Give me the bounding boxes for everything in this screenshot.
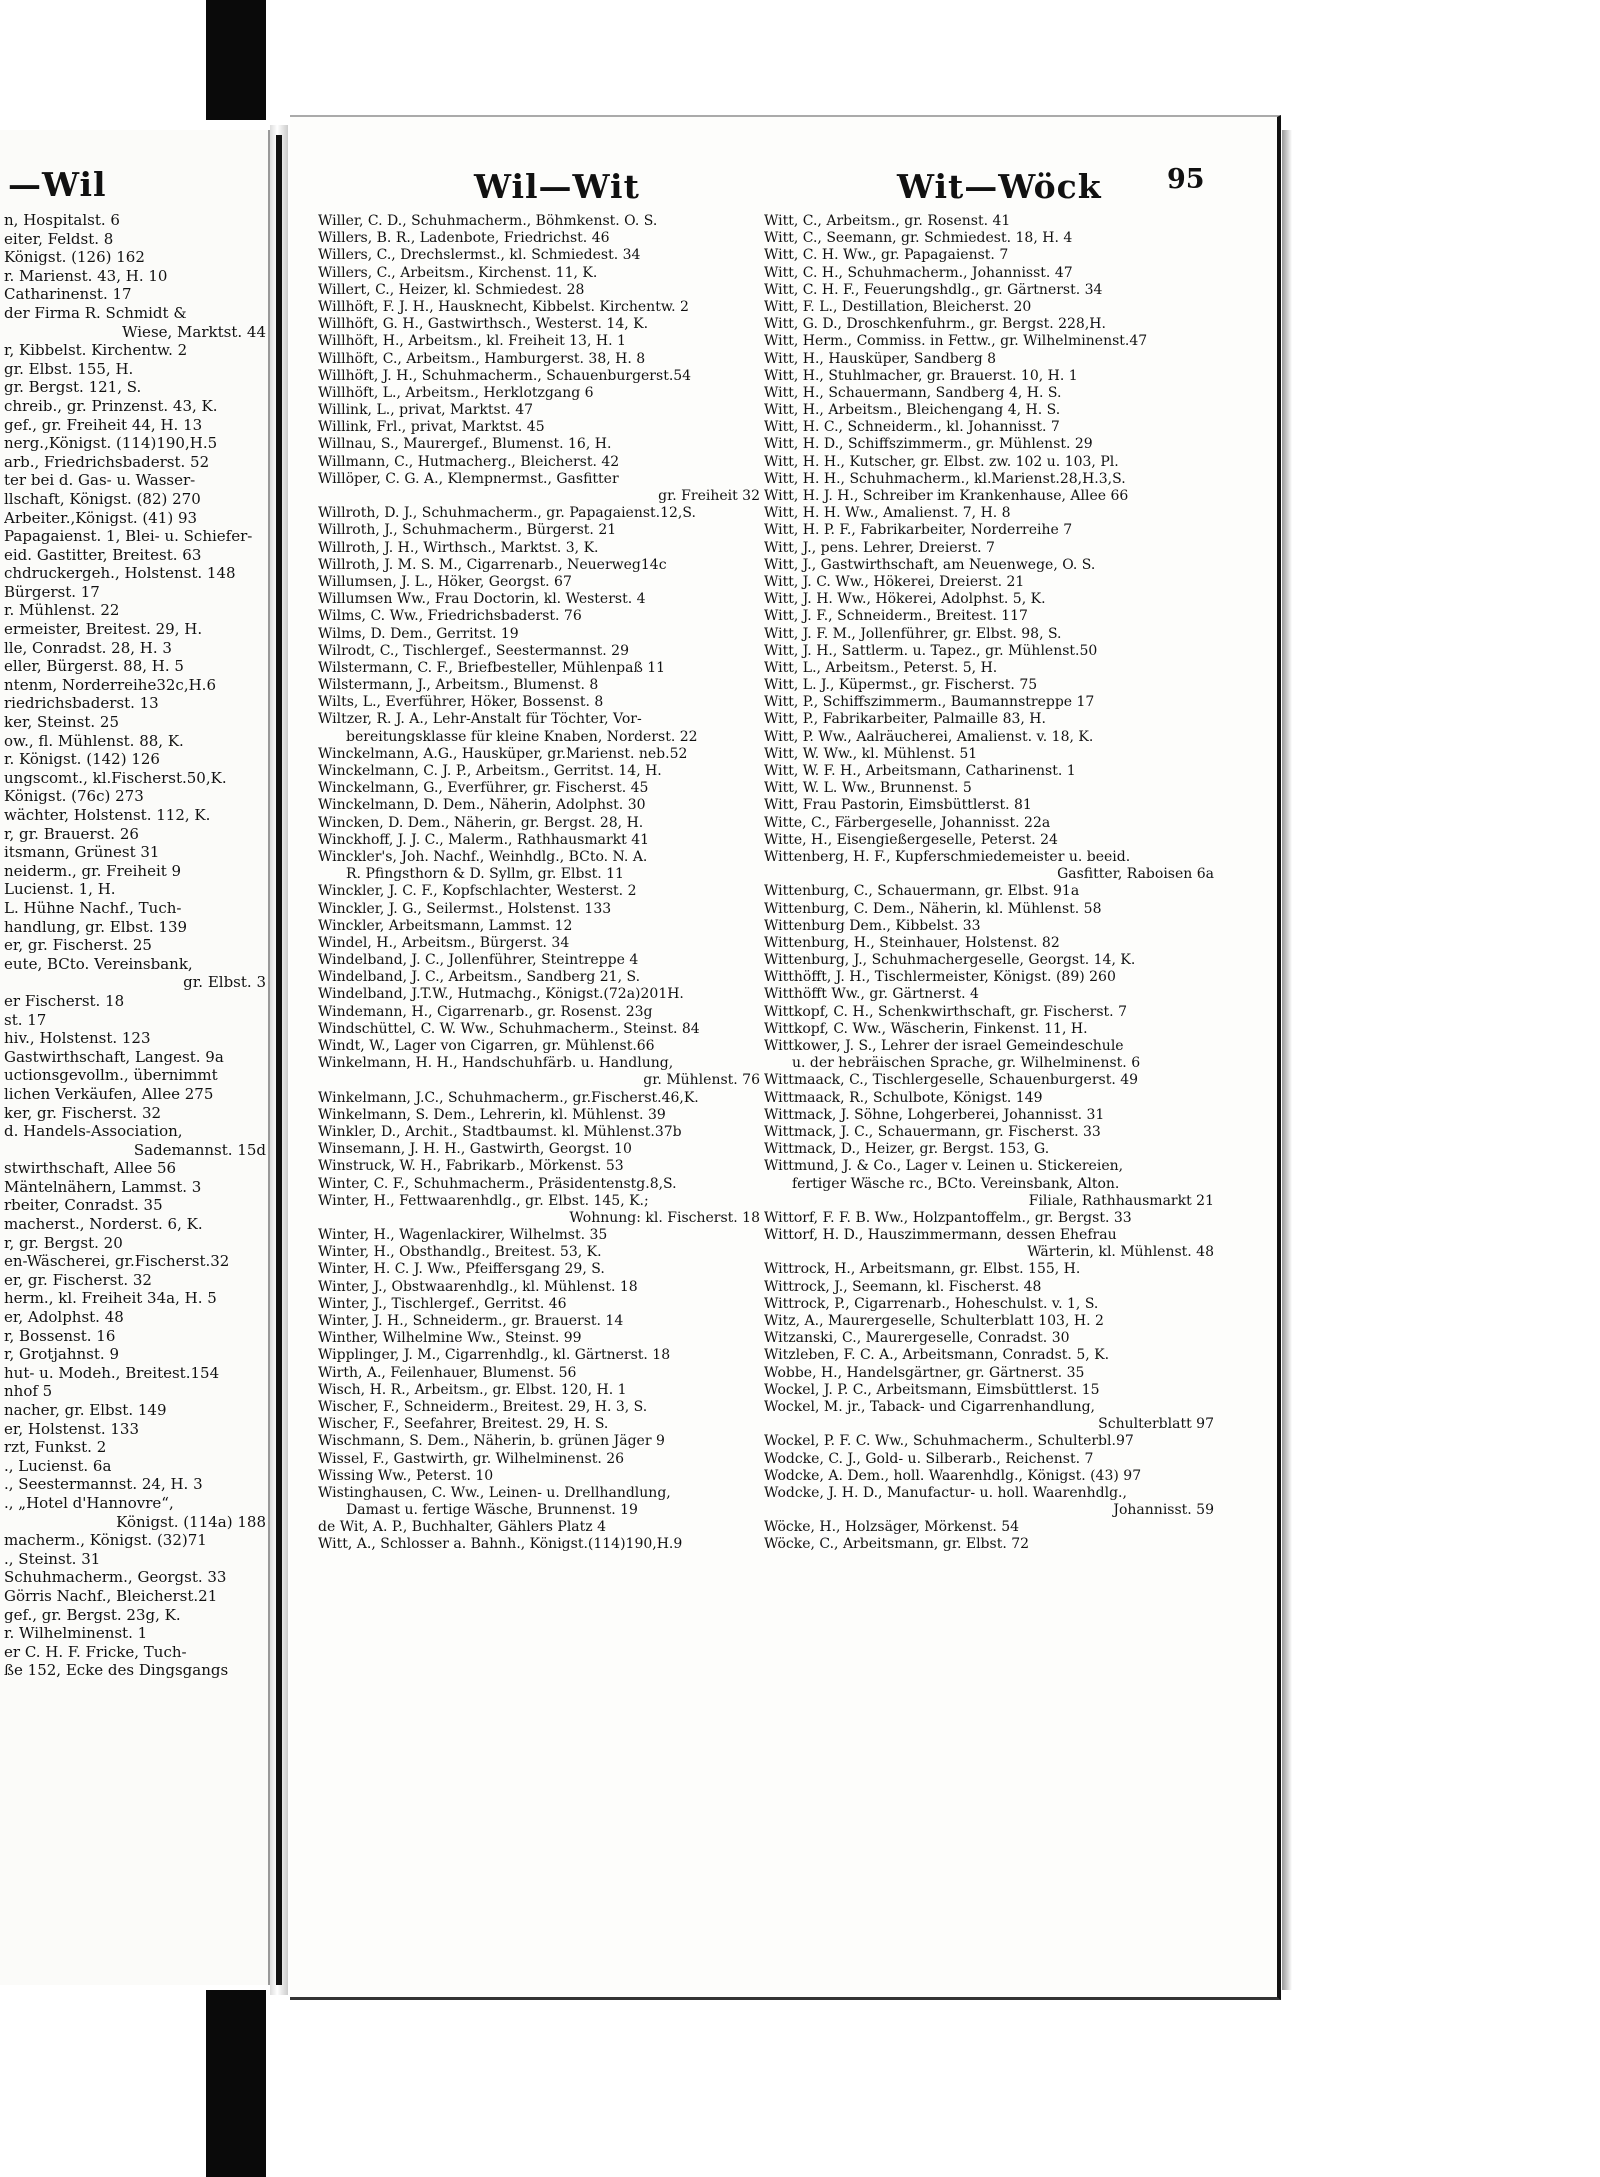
directory-line: Sademannst. 15d <box>133 1140 266 1159</box>
directory-entry: Willers, C., Arbeitsm., Kirchenst. 11, K. <box>318 264 598 281</box>
directory-entry: Witt, W. L. Ww., Brunnenst. 5 <box>764 780 972 797</box>
directory-line: ker, gr. Fischerst. 32 <box>4 1103 162 1122</box>
directory-entry: Witte, H., Eisengießergeselle, Peterst. 24 <box>764 831 1058 848</box>
directory-entry: Willhöft, G. H., Gastwirthsch., Westerst. 14, K. <box>318 316 649 333</box>
directory-line: ße 152, Ecke des Dingsgangs <box>4 1661 229 1680</box>
directory-line: eid. Gastitter, Breitest. 63 <box>4 545 202 564</box>
page-number: 95 <box>1167 164 1205 195</box>
directory-line: Schuhmacherm., Georgst. 33 <box>4 1568 227 1587</box>
directory-entry: Winther, Wilhelmine Ww., Steinst. 99 <box>318 1330 582 1347</box>
directory-entry: Wockel, M. jr., Taback- und Cigarrenhandlung, <box>764 1398 1095 1415</box>
directory-entry: Windemann, H., Cigarrenarb., gr. Rosenst. 23g <box>318 1003 653 1020</box>
directory-entry: Willumsen Ww., Frau Doctorin, kl. Westerst. 4 <box>318 591 646 608</box>
directory-entry: Wilrodt, C., Tischlergef., Seestermannst. 29 <box>318 642 629 659</box>
directory-entry: Witt, J. H. Ww., Hökerei, Adolphst. 5, K. <box>764 591 1046 608</box>
directory-line: lichen Verkäufen, Allee 275 <box>4 1084 214 1103</box>
directory-line: er, Adolphst. 48 <box>4 1308 124 1327</box>
right-column <box>764 213 1214 1554</box>
page-edge-shadow <box>1282 130 1292 1990</box>
directory-entry: Winkelmann, S. Dem., Lehrerin, kl. Mühlenst. 39 <box>318 1106 666 1123</box>
directory-line: chreib., gr. Prinzenst. 43, K. <box>4 396 218 415</box>
directory-line: Catharinenst. 17 <box>4 285 132 304</box>
column-header-mid: Wil—Wit <box>474 167 640 206</box>
directory-line: ungscomt., kl.Fischerst.50,K. <box>4 768 227 787</box>
directory-entry: Witt, H. H., Kutscher, gr. Elbst. zw. 102 u. 103, Pl. <box>764 453 1119 470</box>
directory-line: herm., kl. Freiheit 34a, H. 5 <box>4 1289 217 1308</box>
directory-entry: Willhöft, J. H., Schuhmacherm., Schauenburgerst.54 <box>318 367 692 384</box>
directory-entry: Wodcke, A. Dem., holl. Waarenhdlg., Königst. (43) 97 <box>764 1467 1142 1484</box>
left-page-column <box>4 211 266 1680</box>
directory-entry: Winckelmann, A.G., Hausküper, gr.Marienst. neb.52 <box>318 745 688 762</box>
directory-entry: Witthöfft, J. H., Tischlermeister, Königst. (89) 260 <box>764 969 1116 986</box>
directory-entry: Wobbe, H., Handelsgärtner, gr. Gärtnerst. 35 <box>764 1364 1085 1381</box>
directory-line: er, gr. Fischerst. 25 <box>4 936 152 955</box>
directory-line: r, gr. Brauerst. 26 <box>4 824 139 843</box>
directory-entry: Witt, J. H., Sattlerm. u. Tapez., gr. Mühlenst.50 <box>764 642 1098 659</box>
directory-entry: Witt, H. P. F., Fabrikarbeiter, Norderreihe 7 <box>764 522 1073 539</box>
directory-entry: Willnau, S., Maurergef., Blumenst. 16, H. <box>318 436 612 453</box>
directory-line: n, Hospitalst. 6 <box>4 211 120 229</box>
directory-entry: Wilstermann, C. F., Briefbesteller, Mühlenpaß 11 <box>318 659 666 676</box>
directory-entry: Witz, A., Maurergeselle, Schulterblatt 103, H. 2 <box>764 1313 1104 1329</box>
directory-entry: Witt, H., Hausküper, Sandberg 8 <box>764 350 997 367</box>
directory-entry: Winter, H., Fettwaarenhdlg., gr. Elbst. 145, K.; <box>318 1192 649 1209</box>
directory-line: L. Hühne Nachf., Tuch- <box>4 898 182 917</box>
directory-entry: Willroth, D. J., Schuhmacherm., gr. Papagaienst.12,S. <box>318 505 696 522</box>
directory-line: macherm., Königst. (32)71 <box>4 1531 207 1550</box>
directory-line: Bürgerst. 17 <box>4 582 100 601</box>
directory-line: Königst. (126) 162 <box>4 248 145 267</box>
directory-entry: Willert, C., Heizer, kl. Schmiedest. 28 <box>318 281 585 298</box>
directory-entry: Wischmann, S. Dem., Näherin, b. grünen Jäger 9 <box>318 1433 665 1450</box>
directory-line: llschaft, Königst. (82) 270 <box>4 489 201 508</box>
directory-line: eute, BCto. Vereinsbank, <box>4 954 193 973</box>
directory-entry: Winsemann, J. H. H., Gastwirth, Georgst. 10 <box>318 1141 632 1158</box>
directory-entry: de Wit, A. P., Buchhalter, Gählers Platz 4 <box>318 1519 606 1536</box>
directory-line: er, Holstenst. 133 <box>4 1419 139 1438</box>
directory-line: ., „Hotel d'Hannovre“, <box>4 1493 174 1512</box>
directory-line: r, Kibbelst. Kirchentw. 2 <box>4 341 188 360</box>
directory-line: macherst., Norderst. 6, K. <box>4 1215 203 1234</box>
directory-line: handlung, gr. Elbst. 139 <box>4 917 188 936</box>
directory-line: gef., gr. Freiheit 44, H. 13 <box>4 415 203 434</box>
directory-entry: Wittenberg, H. F., Kupferschmiedemeister u. beeid. <box>764 848 1131 865</box>
directory-entry: Witt, C. H. Ww., gr. Papagaienst. 7 <box>764 247 1009 264</box>
directory-entry: Gasfitter, Raboisen 6a <box>1057 866 1214 883</box>
directory-line: hut- u. Modeh., Breitest.154 <box>4 1363 220 1382</box>
directory-entry: Witt, H., Schauermann, Sandberg 4, H. S. <box>764 384 1062 401</box>
directory-entry: Witt, H. H., Schuhmacherm., kl.Marienst.28,H.3,S. <box>764 470 1126 487</box>
directory-entry: Johannisst. 59 <box>1113 1502 1214 1519</box>
directory-line: riedrichsbaderst. 13 <box>4 694 159 713</box>
directory-entry: Witt, J. F. M., Jollenführer, gr. Elbst. 98, S. <box>764 625 1062 642</box>
directory-entry: Wittkopf, C. H., Schenkwirthschaft, gr. Fischerst. 7 <box>764 1003 1127 1020</box>
directory-entry: Wittmund, J. & Co., Lager v. Leinen u. Stickereien, <box>764 1158 1124 1175</box>
directory-entry: Wittmack, J. C., Schauermann, gr. Fischerst. 33 <box>764 1123 1101 1140</box>
directory-line: arb., Friedrichsbaderst. 52 <box>4 452 210 471</box>
directory-line: Lucienst. 1, H. <box>4 880 116 899</box>
directory-entry: Winter, J., Obstwaarenhdlg., kl. Mühlenst. 18 <box>318 1278 638 1295</box>
directory-line: ermeister, Breitest. 29, H. <box>4 620 203 639</box>
directory-line: wächter, Holstenst. 112, K. <box>4 806 211 824</box>
directory-entry: Wärterin, kl. Mühlenst. 48 <box>1027 1244 1214 1261</box>
directory-line: rbeiter, Conradst. 35 <box>4 1196 163 1215</box>
directory-entry: Windelband, J. C., Arbeitsm., Sandberg 21, S. <box>318 969 641 986</box>
directory-line: r. Königst. (142) 126 <box>4 750 160 769</box>
directory-line: ., Lucienst. 6a <box>4 1456 112 1475</box>
directory-entry: Willers, C., Drechslermst., kl. Schmiedest. 34 <box>318 247 641 264</box>
directory-line: st. 17 <box>4 1010 47 1029</box>
directory-entry: Winkelmann, J.C., Schuhmacherm., gr.Fischerst.46,K. <box>318 1089 699 1106</box>
directory-entry: Witt, C., Arbeitsm., gr. Rosenst. 41 <box>764 213 1011 229</box>
directory-entry: Wissel, F., Gastwirth, gr. Wilhelminenst. 26 <box>318 1450 625 1467</box>
directory-line: ntenm, Norderreihe32c,H.6 <box>4 675 216 694</box>
directory-line: der Firma R. Schmidt & <box>4 303 187 322</box>
directory-entry: Wittmaack, C., Tischlergeselle, Schauenburgerst. 49 <box>764 1072 1139 1089</box>
directory-entry: Wipplinger, J. M., Cigarrenhdlg., kl. Gärtnerst. 18 <box>318 1347 671 1364</box>
directory-entry: Winckelmann, D. Dem., Näherin, Adolphst. 30 <box>318 797 646 814</box>
directory-line: rzt, Funkst. 2 <box>4 1438 107 1457</box>
directory-line: ow., fl. Mühlenst. 88, K. <box>4 731 184 750</box>
directory-entry: Windel, H., Arbeitsm., Bürgerst. 34 <box>318 934 570 951</box>
directory-entry: Wockel, J. P. C., Arbeitsmann, Eimsbüttlerst. 15 <box>764 1381 1100 1398</box>
directory-line: r, Bossenst. 16 <box>4 1326 116 1345</box>
left-page-header: —Wil <box>8 165 107 204</box>
directory-entry: Wittenburg Dem., Kibbelst. 33 <box>764 917 981 934</box>
directory-entry: Wisch, H. R., Arbeitsm., gr. Elbst. 120, H. 1 <box>318 1381 627 1398</box>
directory-entry: gr. Freiheit 32 <box>658 488 760 504</box>
directory-line: eiter, Feldst. 8 <box>4 229 114 248</box>
directory-entry: Witt, L., Arbeitsm., Peterst. 5, H. <box>764 659 998 676</box>
directory-entry: Winckelmann, C. J. P., Arbeitsm., Gerritst. 14, H. <box>318 763 662 779</box>
directory-line: eller, Bürgerst. 88, H. 5 <box>4 657 184 676</box>
directory-entry: Willer, C. D., Schuhmacherm., Böhmkenst. O. S. <box>318 213 658 229</box>
directory-entry: Witt, H., Arbeitsm., Bleichengang 4, H. S. <box>764 402 1061 419</box>
directory-entry: Wittmack, J. Söhne, Lohgerberei, Johannisst. 31 <box>764 1106 1105 1123</box>
directory-line: ker, Steinst. 25 <box>4 713 120 732</box>
directory-entry: Willhöft, L., Arbeitsm., Herklotzgang 6 <box>318 384 594 401</box>
binding-strip-top <box>206 0 266 120</box>
directory-entry: Winter, C. F., Schuhmacherm., Präsidentenstg.8,S. <box>318 1175 677 1192</box>
directory-entry: Wittmaack, R., Schulbote, Königst. 149 <box>764 1089 1043 1106</box>
directory-entry: Wohnung: kl. Fischerst. 18 <box>569 1209 760 1226</box>
directory-entry: Witt, H., Stuhlmacher, gr. Brauerst. 10, H. 1 <box>764 367 1078 384</box>
directory-entry: Witt, P. Ww., Aalräucherei, Amalienst. v. 18, K. <box>764 728 1094 745</box>
directory-entry: Wodcke, C. J., Gold- u. Silberarb., Reichenst. 7 <box>764 1450 1094 1467</box>
directory-entry: Wilms, C. Ww., Friedrichsbaderst. 76 <box>318 608 582 625</box>
directory-entry: Wilts, L., Everführer, Höker, Bossenst. 8 <box>318 694 604 711</box>
directory-line: stwirthschaft, Allee 56 <box>4 1159 177 1178</box>
directory-entry: Winckhoff, J. J. C., Malerm., Rathhausmarkt 41 <box>318 831 650 848</box>
directory-entry: Witt, J., Gastwirthschaft, am Neuenwege, O. S. <box>764 556 1096 573</box>
directory-line: r. Marienst. 43, H. 10 <box>4 266 168 285</box>
directory-line: ., Seestermannst. 24, H. 3 <box>4 1475 203 1494</box>
directory-entry: Witt, Herm., Commiss. in Fettw., gr. Wilhelminenst.47 <box>764 333 1148 350</box>
directory-line: gr. Elbst. 155, H. <box>4 359 134 378</box>
directory-entry: bereitungsklasse für kleine Knaben, Norderst. 22 <box>346 728 698 745</box>
directory-entry: Wischer, F., Seefahrer, Breitest. 29, H. S. <box>318 1416 609 1433</box>
directory-line: Mäntelnähern, Lammst. 3 <box>4 1177 202 1196</box>
directory-entry: Wittorf, H. D., Hauszimmermann, dessen Ehefrau <box>764 1227 1117 1244</box>
directory-entry: Wittrock, H., Arbeitsmann, gr. Elbst. 155, H. <box>764 1261 1081 1278</box>
directory-entry: Witt, G. D., Droschkenfuhrm., gr. Bergst. 228,H. <box>764 316 1106 333</box>
directory-entry: Witthöfft Ww., gr. Gärtnerst. 4 <box>764 986 979 1003</box>
directory-entry: Winckler, Arbeitsmann, Lammst. 12 <box>318 917 573 934</box>
directory-entry: Witt, C., Seemann, gr. Schmiedest. 18, H. 4 <box>764 230 1073 247</box>
directory-line: ., Steinst. 31 <box>4 1549 101 1568</box>
directory-entry: Witt, A., Schlosser a. Bahnh., Königst.(114)190,H.9 <box>318 1536 683 1553</box>
directory-entry: Witt, H. D., Schiffszimmerm., gr. Mühlenst. 29 <box>764 436 1093 453</box>
left-page <box>0 130 270 1985</box>
directory-entry: Wittenburg, J., Schuhmachergeselle, Georgst. 14, K. <box>764 952 1136 969</box>
directory-line: ter bei d. Gas- u. Wasser- <box>4 471 196 490</box>
directory-line: chdruckergeh., Holstenst. 148 <box>4 564 236 583</box>
directory-entry: Winter, J. H., Schneiderm., gr. Brauerst. 14 <box>318 1313 624 1329</box>
directory-line: itsmann, Grünest 31 <box>4 843 160 862</box>
directory-entry: Witt, C. H. F., Feuerungshdlg., gr. Gärtnerst. 34 <box>764 281 1103 298</box>
directory-entry: fertiger Wäsche rc., BCto. Vereinsbank, Alton. <box>792 1175 1120 1192</box>
directory-entry: Wincken, D. Dem., Näherin, gr. Bergst. 28, H. <box>318 814 644 831</box>
directory-entry: Willumsen, J. L., Höker, Georgst. 67 <box>318 573 572 590</box>
directory-entry: u. der hebräischen Sprache, gr. Wilhelminenst. 6 <box>792 1055 1141 1072</box>
directory-entry: Wischer, F., Schneiderm., Breitest. 29, H. 3, S. <box>318 1398 648 1415</box>
directory-line: Arbeiter.,Königst. (41) 93 <box>4 508 198 527</box>
directory-line: er C. H. F. Fricke, Tuch- <box>4 1642 187 1661</box>
column-header-right: Wit—Wöck <box>897 167 1102 206</box>
directory-line: neiderm., gr. Freiheit 9 <box>4 861 182 880</box>
directory-entry: Wittmack, D., Heizer, gr. Bergst. 153, G. <box>764 1141 1050 1158</box>
directory-line: gr. Bergst. 121, S. <box>4 378 142 397</box>
directory-line: Görris Nachf., Bleicherst.21 <box>4 1586 218 1605</box>
directory-entry: Wistinghausen, C. Ww., Leinen- u. Drellhandlung, <box>318 1484 671 1501</box>
directory-entry: Witzanski, C., Maurergeselle, Conradst. 30 <box>764 1330 1070 1347</box>
directory-entry: Witt, J. C. Ww., Hökerei, Dreierst. 21 <box>764 573 1025 590</box>
directory-line: gr. Elbst. 3 <box>183 973 266 992</box>
directory-entry: Witt, Frau Pastorin, Eimsbüttlerst. 81 <box>764 797 1032 814</box>
directory-entry: Witt, W. F. H., Arbeitsmann, Catharinenst. 1 <box>764 763 1076 779</box>
directory-entry: Willhöft, F. J. H., Hausknecht, Kibbelst. Kirchentw. 2 <box>318 298 689 315</box>
directory-line: d. Handels-Association, <box>4 1122 183 1141</box>
directory-line: gef., gr. Bergst. 23g, K. <box>4 1605 181 1624</box>
directory-entry: Wiltzer, R. J. A., Lehr-Anstalt für Töchter, Vor- <box>318 711 642 728</box>
directory-entry: Winter, H., Obsthandlg., Breitest. 53, K. <box>318 1244 602 1261</box>
directory-line: er Fischerst. 18 <box>4 991 125 1010</box>
directory-entry: Willroth, J. H., Wirthsch., Marktst. 3, K. <box>318 539 599 556</box>
directory-entry: Windt, W., Lager von Cigarren, gr. Mühlenst.66 <box>318 1038 655 1054</box>
directory-entry: Winkler, D., Archit., Stadtbaumst. kl. Mühlenst.37b <box>318 1123 682 1140</box>
directory-entry: Windschüttel, C. W. Ww., Schuhmacherm., Steinst. 84 <box>318 1020 700 1037</box>
directory-line: nhof 5 <box>4 1382 53 1401</box>
directory-entry: Witt, P., Fabrikarbeiter, Palmaille 83, H. <box>764 711 1046 728</box>
directory-entry: Winckler's, Joh. Nachf., Weinhdlg., BCto. N. A. <box>318 848 648 865</box>
directory-entry: gr. Mühlenst. 76 <box>643 1072 760 1089</box>
directory-entry: Willink, Frl., privat, Marktst. 45 <box>318 419 545 436</box>
directory-entry: Winckler, J. C. F., Kopfschlachter, Westerst. 2 <box>318 883 637 900</box>
directory-entry: Winckelmann, G., Everführer, gr. Fischerst. 45 <box>318 780 649 797</box>
directory-entry: Wöcke, H., Holzsäger, Mörkenst. 54 <box>764 1519 1020 1536</box>
directory-entry: Filiale, Rathhausmarkt 21 <box>1028 1192 1214 1209</box>
directory-entry: Witt, H. J. H., Schreiber im Krankenhause, Allee 66 <box>764 488 1129 504</box>
directory-entry: Willhöft, H., Arbeitsm., kl. Freiheit 13, H. 1 <box>318 333 626 350</box>
directory-entry: Witt, H. C., Schneiderm., kl. Johannisst. 7 <box>764 419 1060 436</box>
directory-entry: Wittenburg, C., Schauermann, gr. Elbst. 91a <box>764 883 1080 900</box>
directory-entry: Wittenburg, H., Steinhauer, Holstenst. 82 <box>764 934 1060 951</box>
directory-entry: Wittkopf, C. Ww., Wäscherin, Finkenst. 11, H. <box>764 1020 1088 1037</box>
directory-entry: Winter, J., Tischlergef., Gerritst. 46 <box>318 1295 567 1312</box>
directory-line: er, gr. Fischerst. 32 <box>4 1270 152 1289</box>
directory-entry: Witt, L. J., Küpermst., gr. Fischerst. 75 <box>764 677 1038 694</box>
directory-entry: Winckler, J. G., Seilermst., Holstenst. 133 <box>318 900 612 917</box>
directory-entry: Wirth, A., Feilenhauer, Blumenst. 56 <box>318 1364 577 1381</box>
directory-line: r. Wilhelminenst. 1 <box>4 1624 148 1643</box>
directory-line: Wiese, Marktst. 44 <box>122 322 266 341</box>
directory-entry: Wittorf, F. F. B. Ww., Holzpantoffelm., gr. Bergst. 33 <box>764 1209 1132 1226</box>
directory-line: nerg.,Königst. (114)190,H.5 <box>4 434 218 453</box>
directory-entry: Wilms, D. Dem., Gerritst. 19 <box>318 625 519 642</box>
directory-entry: Willroth, J. M. S. M., Cigarrenarb., Neuerweg14c <box>318 556 667 573</box>
directory-entry: Witt, W. Ww., kl. Mühlenst. 51 <box>764 745 978 762</box>
directory-entry: Wittkower, J. S., Lehrer der israel Gemeindeschule <box>764 1038 1124 1054</box>
directory-line: r, gr. Bergst. 20 <box>4 1233 123 1252</box>
directory-entry: Winter, H. C. J. Ww., Pfeiffersgang 29, S. <box>318 1261 605 1278</box>
directory-entry: Wittenburg, C. Dem., Näherin, kl. Mühlenst. 58 <box>764 900 1102 917</box>
directory-line: lle, Conradst. 28, H. 3 <box>4 638 172 657</box>
directory-line: en-Wäscherei, gr.Fischerst.32 <box>4 1252 230 1271</box>
directory-entry: Winter, H., Wagenlackirer, Wilhelmst. 35 <box>318 1227 608 1244</box>
right-page <box>290 115 1281 2000</box>
directory-entry: Willroth, J., Schuhmacherm., Bürgerst. 21 <box>318 522 617 539</box>
directory-entry: Winstruck, W. H., Fabrikarb., Mörkenst. 53 <box>318 1158 624 1175</box>
directory-entry: Willhöft, C., Arbeitsm., Hamburgerst. 38, H. 8 <box>318 350 646 367</box>
directory-entry: Witt, C. H., Schuhmacherm., Johannisst. 47 <box>764 264 1073 281</box>
directory-entry: Windelband, J.T.W., Hutmachg., Königst.(72a)201H. <box>318 986 684 1003</box>
directory-entry: Witt, J. F., Schneiderm., Breitest. 117 <box>764 608 1028 625</box>
directory-entry: Witte, C., Färbergeselle, Johannisst. 22a <box>764 814 1051 831</box>
directory-line: r, Grotjahnst. 9 <box>4 1345 119 1364</box>
directory-entry: Wockel, P. F. C. Ww., Schuhmacherm., Schulterbl.97 <box>764 1433 1134 1450</box>
directory-entry: Willöper, C. G. A., Klempnermst., Gasfitter <box>318 470 619 487</box>
directory-entry: Wilstermann, J., Arbeitsm., Blumenst. 8 <box>318 677 599 694</box>
directory-entry: Witt, F. L., Destillation, Bleicherst. 20 <box>764 298 1032 315</box>
directory-entry: Wöcke, C., Arbeitsmann, gr. Elbst. 72 <box>764 1536 1030 1553</box>
directory-entry: Willink, L., privat, Marktst. 47 <box>318 402 534 419</box>
middle-column <box>318 213 760 1554</box>
directory-line: r. Mühlenst. 22 <box>4 601 120 620</box>
directory-entry: Wittrock, P., Cigarrenarb., Hoheschulst. v. 1, S. <box>764 1295 1099 1312</box>
directory-entry: Windelband, J. C., Jollenführer, Steintreppe 4 <box>318 952 639 969</box>
directory-entry: Wodcke, J. H. D., Manufactur- u. holl. Waarenhdlg., <box>764 1484 1127 1501</box>
directory-line: Papagaienst. 1, Blei- u. Schiefer- <box>4 527 253 546</box>
directory-line: Königst. (114a) 188 <box>116 1512 266 1531</box>
directory-line: Gastwirthschaft, Langest. 9a <box>4 1047 224 1066</box>
directory-line: Königst. (76c) 273 <box>4 787 144 806</box>
directory-entry: Wittrock, J., Seemann, kl. Fischerst. 48 <box>764 1278 1042 1295</box>
directory-entry: Witt, H. H. Ww., Amalienst. 7, H. 8 <box>764 505 1011 522</box>
gutter-rule <box>276 135 282 1985</box>
directory-entry: Wissing Ww., Peterst. 10 <box>318 1467 494 1484</box>
directory-line: hiv., Holstenst. 123 <box>4 1029 151 1048</box>
directory-line: uctionsgevollm., übernimmt <box>4 1066 218 1085</box>
directory-entry: Willmann, C., Hutmacherg., Bleicherst. 42 <box>318 453 620 470</box>
directory-entry: Damast u. fertige Wäsche, Brunnenst. 19 <box>346 1502 638 1519</box>
directory-entry: Winkelmann, H. H., Handschuhfärb. u. Handlung, <box>318 1055 674 1072</box>
directory-entry: Witt, J., pens. Lehrer, Dreierst. 7 <box>764 539 995 556</box>
binding-strip-bottom <box>206 1990 266 2177</box>
directory-entry: R. Pfingsthorn & D. Syllm, gr. Elbst. 11 <box>346 866 624 883</box>
directory-entry: Schulterblatt 97 <box>1098 1416 1214 1433</box>
directory-entry: Willers, B. R., Ladenbote, Friedrichst. 46 <box>318 230 610 247</box>
directory-line: nacher, gr. Elbst. 149 <box>4 1401 167 1419</box>
directory-entry: Witzleben, F. C. A., Arbeitsmann, Conradst. 5, K. <box>764 1347 1110 1364</box>
directory-entry: Witt, P., Schiffszimmerm., Baumannstreppe 17 <box>764 694 1095 711</box>
